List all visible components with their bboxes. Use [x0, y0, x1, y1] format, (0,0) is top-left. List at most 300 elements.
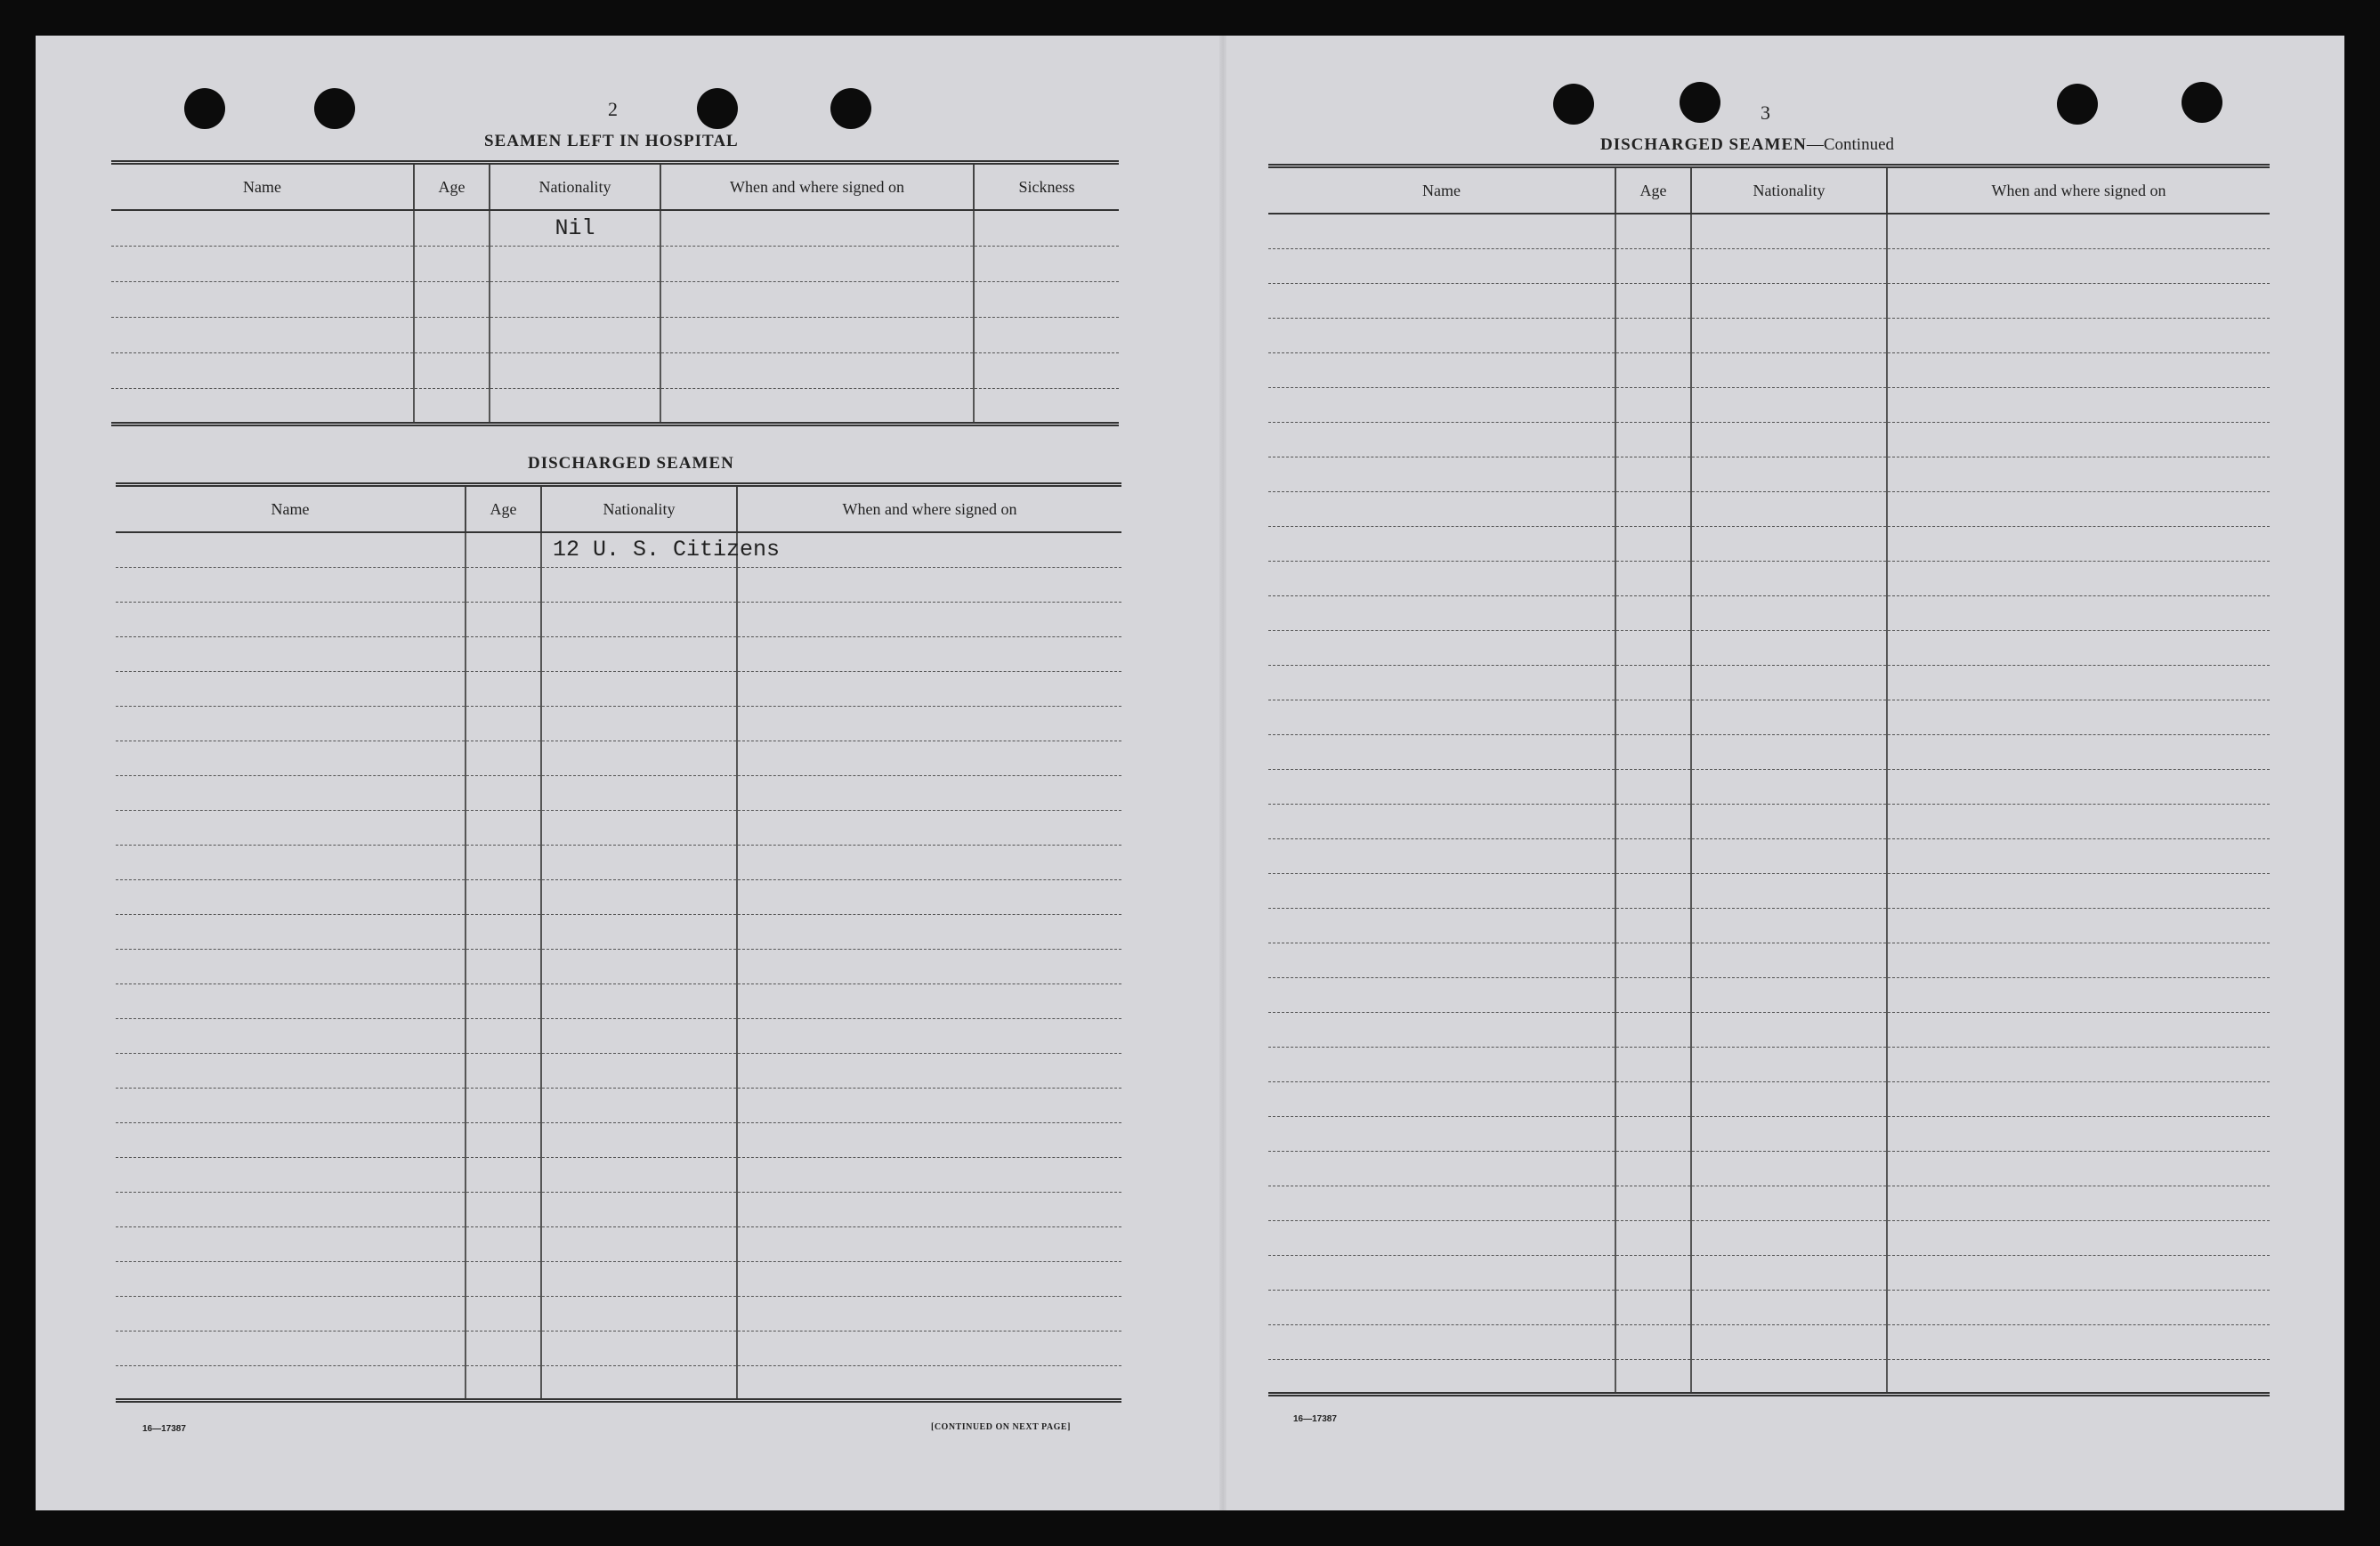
cell-name	[1268, 1186, 1615, 1220]
cell-age	[1615, 352, 1691, 387]
cell-name	[1268, 248, 1615, 283]
cell-name	[1268, 491, 1615, 526]
cell-nationality	[541, 845, 737, 879]
cell-age	[1615, 561, 1691, 595]
cell-when-and-where-signed-on	[737, 845, 1121, 879]
cell-name	[1268, 1359, 1615, 1394]
table-row	[1268, 1047, 2270, 1081]
cell-when-and-where-signed-on	[1887, 1047, 2270, 1081]
cell-when-and-where-signed-on	[660, 246, 974, 281]
cell-name	[116, 983, 465, 1018]
cell-nationality	[1691, 248, 1887, 283]
cell-when-and-where-signed-on	[1887, 1186, 2270, 1220]
cell-nationality	[541, 983, 737, 1018]
cell-age	[465, 1053, 541, 1088]
continued-title-suffix: —Continued	[1806, 135, 1895, 154]
table-row	[1268, 1116, 2270, 1151]
cell-nationality	[1691, 943, 1887, 977]
cell-nationality	[1691, 734, 1887, 769]
cell-when-and-where-signed-on	[1887, 491, 2270, 526]
cell-nationality	[541, 879, 737, 914]
table-row	[116, 532, 1121, 567]
punch-hole	[184, 88, 225, 129]
cell-nationality	[541, 810, 737, 845]
cell-when-and-where-signed-on	[1887, 561, 2270, 595]
cell-when-and-where-signed-on	[1887, 318, 2270, 352]
cell-nationality	[490, 246, 660, 281]
cell-when-and-where-signed-on	[660, 388, 974, 424]
cell-nationality	[1691, 1324, 1887, 1359]
table-row	[116, 1088, 1121, 1122]
cell-age	[414, 352, 490, 388]
cell-age	[1615, 630, 1691, 665]
cell-when-and-where-signed-on	[737, 706, 1121, 741]
table-row	[1268, 1081, 2270, 1116]
cell-name	[116, 1122, 465, 1157]
cell-nationality	[1691, 1116, 1887, 1151]
cell-age	[465, 671, 541, 706]
cell-name	[116, 1088, 465, 1122]
cell-age	[465, 1296, 541, 1331]
cell-name	[116, 1365, 465, 1400]
cell-age	[465, 1157, 541, 1192]
cell-age	[1615, 838, 1691, 873]
cell-name	[111, 388, 414, 424]
cell-age	[414, 210, 490, 246]
cell-age	[465, 706, 541, 741]
cell-age	[465, 914, 541, 949]
cell-nationality	[541, 1053, 737, 1088]
table-row	[116, 1365, 1121, 1400]
cell-when-and-where-signed-on	[737, 1053, 1121, 1088]
table-row	[111, 352, 1119, 388]
cell-age	[1615, 1255, 1691, 1290]
cell-age	[414, 281, 490, 317]
table-row	[1268, 873, 2270, 908]
cell-name	[1268, 457, 1615, 491]
punch-hole	[2182, 82, 2222, 123]
cell-nationality	[541, 1226, 737, 1261]
cell-when-and-where-signed-on	[660, 352, 974, 388]
cell-nationality	[541, 1122, 737, 1157]
cell-age	[465, 983, 541, 1018]
cell-when-and-where-signed-on	[1887, 1359, 2270, 1394]
table-row	[1268, 387, 2270, 422]
cell-name	[1268, 283, 1615, 318]
cell-nationality	[541, 914, 737, 949]
cell-when-and-where-signed-on	[1887, 1255, 2270, 1290]
table-row	[1268, 1012, 2270, 1047]
cell-nationality	[541, 602, 737, 636]
table-row	[116, 741, 1121, 775]
cell-nationality	[541, 1157, 737, 1192]
cell-sickness	[974, 388, 1119, 424]
cell-age	[465, 602, 541, 636]
table-row	[116, 1261, 1121, 1296]
cell-name	[1268, 1116, 1615, 1151]
cell-name	[116, 602, 465, 636]
cell-when-and-where-signed-on	[737, 1088, 1121, 1122]
cell-sickness	[974, 317, 1119, 352]
table-row	[1268, 318, 2270, 352]
cell-age	[1615, 1116, 1691, 1151]
cell-age	[465, 810, 541, 845]
cell-nationality	[1691, 491, 1887, 526]
cell-when-and-where-signed-on	[1887, 943, 2270, 977]
cell-when-and-where-signed-on	[737, 1018, 1121, 1053]
continued-title	[1600, 135, 1894, 155]
cell-nationality	[541, 1088, 737, 1122]
cell-name	[116, 1296, 465, 1331]
cell-age	[1615, 1324, 1691, 1359]
cell-age	[465, 845, 541, 879]
cell-when-and-where-signed-on	[737, 1226, 1121, 1261]
cell-nationality	[541, 949, 737, 983]
table-row	[1268, 804, 2270, 838]
cell-when-and-where-signed-on	[737, 775, 1121, 810]
cell-nationality	[1691, 1047, 1887, 1081]
cell-nationality	[1691, 804, 1887, 838]
cell-when-and-where-signed-on	[737, 949, 1121, 983]
cell-nationality	[490, 352, 660, 388]
table-row	[116, 914, 1121, 949]
punch-hole	[697, 88, 738, 129]
table-row	[1268, 526, 2270, 561]
cell-age	[1615, 700, 1691, 734]
punch-hole	[830, 88, 871, 129]
cell-age	[465, 1122, 541, 1157]
cell-age	[1615, 734, 1691, 769]
col-header-name: Name	[111, 163, 414, 211]
hospital-title: SEAMEN LEFT IN HOSPITAL	[484, 132, 739, 150]
cell-when-and-where-signed-on	[737, 602, 1121, 636]
col-header-name: Name	[1268, 166, 1615, 214]
cell-name	[1268, 700, 1615, 734]
cell-nationality	[541, 1296, 737, 1331]
cell-age	[1615, 387, 1691, 422]
table-row	[1268, 1359, 2270, 1394]
cell-nationality	[1691, 1255, 1887, 1290]
cell-nationality	[541, 741, 737, 775]
table-row	[1268, 700, 2270, 734]
table-row	[1268, 214, 2270, 248]
cell-name	[116, 775, 465, 810]
cell-age	[1615, 804, 1691, 838]
cell-nationality	[490, 317, 660, 352]
cell-name	[116, 706, 465, 741]
cell-age	[1615, 769, 1691, 804]
cell-name	[111, 281, 414, 317]
cell-age	[1615, 943, 1691, 977]
cell-age	[465, 636, 541, 671]
cell-name	[1268, 214, 1615, 248]
cell-nationality	[1691, 1012, 1887, 1047]
table-row	[1268, 352, 2270, 387]
cell-name	[1268, 1151, 1615, 1186]
table-row	[1268, 248, 2270, 283]
cell-name	[1268, 804, 1615, 838]
table-row	[1268, 1290, 2270, 1324]
cell-name	[1268, 1290, 1615, 1324]
cell-age	[1615, 873, 1691, 908]
cell-age	[414, 317, 490, 352]
col-header-nationality: Nationality	[490, 163, 660, 211]
table-row	[1268, 977, 2270, 1012]
cell-when-and-where-signed-on	[737, 983, 1121, 1018]
cell-when-and-where-signed-on	[1887, 873, 2270, 908]
cell-age	[1615, 1047, 1691, 1081]
discharged-table	[116, 482, 1121, 1403]
cell-when-and-where-signed-on	[1887, 1081, 2270, 1116]
table-row	[116, 1018, 1121, 1053]
cell-nationality	[541, 775, 737, 810]
cell-name	[1268, 630, 1615, 665]
cell-name	[116, 1261, 465, 1296]
table-row	[116, 671, 1121, 706]
col-header-when-and-where-signed-on: When and where signed on	[737, 485, 1121, 533]
cell-age	[1615, 665, 1691, 700]
cell-nationality	[1691, 457, 1887, 491]
cell-name	[1268, 838, 1615, 873]
table-row	[116, 602, 1121, 636]
cell-when-and-where-signed-on	[737, 1331, 1121, 1365]
table-row	[1268, 595, 2270, 630]
cell-age	[1615, 977, 1691, 1012]
cell-when-and-where-signed-on	[1887, 1220, 2270, 1255]
cell-age	[1615, 1359, 1691, 1394]
cell-name	[1268, 943, 1615, 977]
cell-when-and-where-signed-on	[1887, 422, 2270, 457]
cell-nationality	[1691, 1151, 1887, 1186]
cell-when-and-where-signed-on	[737, 1261, 1121, 1296]
cell-when-and-where-signed-on	[1887, 1116, 2270, 1151]
cell-nationality	[541, 1192, 737, 1226]
cell-when-and-where-signed-on	[1887, 352, 2270, 387]
table-row	[111, 246, 1119, 281]
col-header-sickness: Sickness	[974, 163, 1119, 211]
page-fold	[1219, 36, 1226, 1510]
cell-nationality	[490, 388, 660, 424]
cell-nationality	[1691, 630, 1887, 665]
cell-when-and-where-signed-on	[1887, 283, 2270, 318]
cell-age	[465, 741, 541, 775]
cell-age	[1615, 214, 1691, 248]
cell-name	[1268, 422, 1615, 457]
cell-when-and-where-signed-on	[1887, 908, 2270, 943]
cell-name	[1268, 665, 1615, 700]
table-row	[116, 983, 1121, 1018]
cell-nationality	[1691, 387, 1887, 422]
cell-when-and-where-signed-on	[1887, 214, 2270, 248]
cell-nationality	[1691, 1220, 1887, 1255]
col-header-when-and-where-signed-on: When and where signed on	[1887, 166, 2270, 214]
cell-nationality	[1691, 422, 1887, 457]
cell-nationality	[541, 636, 737, 671]
cell-when-and-where-signed-on	[660, 317, 974, 352]
punch-hole	[314, 88, 355, 129]
cell-name	[116, 741, 465, 775]
table-row	[111, 210, 1119, 246]
cell-nationality: Nil	[490, 210, 660, 246]
cell-when-and-where-signed-on	[1887, 734, 2270, 769]
cell-name	[111, 246, 414, 281]
cell-name	[1268, 977, 1615, 1012]
cell-age	[1615, 1151, 1691, 1186]
cell-nationality	[1691, 1081, 1887, 1116]
cell-age	[1615, 526, 1691, 561]
col-header-age: Age	[414, 163, 490, 211]
left-form-number: 16—17387	[142, 1424, 186, 1434]
cell-sickness	[974, 246, 1119, 281]
cell-age	[1615, 1186, 1691, 1220]
table-row	[116, 1053, 1121, 1088]
cell-name	[116, 636, 465, 671]
cell-nationality	[541, 671, 737, 706]
table-row	[116, 1331, 1121, 1365]
table-row	[116, 845, 1121, 879]
table-row	[116, 1157, 1121, 1192]
cell-when-and-where-signed-on	[660, 281, 974, 317]
cell-sickness	[974, 210, 1119, 246]
table-row	[111, 388, 1119, 424]
cell-name	[116, 1018, 465, 1053]
cell-when-and-where-signed-on	[660, 210, 974, 246]
table-row	[116, 949, 1121, 983]
cell-nationality: 12 U. S. Citizens	[541, 532, 737, 567]
cell-age	[1615, 908, 1691, 943]
cell-age	[1615, 1290, 1691, 1324]
left-page-number: 2	[608, 98, 618, 120]
table-row	[116, 1122, 1121, 1157]
cell-name	[1268, 526, 1615, 561]
cell-nationality	[1691, 977, 1887, 1012]
document-sheet	[36, 36, 2344, 1510]
table-row	[1268, 734, 2270, 769]
cell-name	[1268, 1012, 1615, 1047]
cell-when-and-where-signed-on	[737, 532, 1121, 567]
cell-nationality	[1691, 1186, 1887, 1220]
table-row	[1268, 665, 2270, 700]
table-row	[111, 317, 1119, 352]
cell-name	[1268, 1081, 1615, 1116]
cell-name	[111, 317, 414, 352]
table-row	[111, 281, 1119, 317]
table-row	[1268, 908, 2270, 943]
cell-when-and-where-signed-on	[737, 671, 1121, 706]
cell-name	[1268, 908, 1615, 943]
table-row	[116, 879, 1121, 914]
cell-age	[465, 1331, 541, 1365]
cell-age	[465, 1018, 541, 1053]
cell-name	[116, 949, 465, 983]
table-row	[1268, 1186, 2270, 1220]
cell-nationality	[1691, 700, 1887, 734]
right-form-number: 16—17387	[1293, 1414, 1337, 1424]
cell-age	[1615, 422, 1691, 457]
cell-when-and-where-signed-on	[737, 636, 1121, 671]
cell-when-and-where-signed-on	[1887, 1290, 2270, 1324]
cell-age	[1615, 1220, 1691, 1255]
cell-nationality	[1691, 769, 1887, 804]
cell-nationality	[541, 1018, 737, 1053]
cell-name	[1268, 352, 1615, 387]
table-row	[116, 1192, 1121, 1226]
table-row	[1268, 838, 2270, 873]
cell-name	[1268, 734, 1615, 769]
cell-when-and-where-signed-on	[1887, 1324, 2270, 1359]
cell-age	[465, 532, 541, 567]
punch-hole	[2057, 84, 2098, 125]
cell-when-and-where-signed-on	[1887, 769, 2270, 804]
cell-nationality	[1691, 1359, 1887, 1394]
cell-name	[116, 1331, 465, 1365]
table-row	[116, 1226, 1121, 1261]
cell-sickness	[974, 352, 1119, 388]
hospital-table	[111, 160, 1119, 426]
col-header-nationality: Nationality	[541, 485, 737, 533]
cell-age	[1615, 1012, 1691, 1047]
cell-name	[116, 1053, 465, 1088]
cell-name	[116, 879, 465, 914]
col-header-when-and-where-signed-on: When and where signed on	[660, 163, 974, 211]
cell-nationality	[1691, 908, 1887, 943]
cell-name	[116, 810, 465, 845]
cell-age	[465, 1088, 541, 1122]
cell-nationality	[1691, 665, 1887, 700]
table-row	[1268, 457, 2270, 491]
cell-when-and-where-signed-on	[737, 1296, 1121, 1331]
cell-nationality	[1691, 352, 1887, 387]
cell-name	[1268, 595, 1615, 630]
cell-when-and-where-signed-on	[1887, 387, 2270, 422]
col-header-age: Age	[465, 485, 541, 533]
cell-nationality	[1691, 214, 1887, 248]
cell-age	[465, 1261, 541, 1296]
cell-nationality	[1691, 283, 1887, 318]
cell-when-and-where-signed-on	[1887, 595, 2270, 630]
cell-age	[465, 1365, 541, 1400]
cell-name	[1268, 561, 1615, 595]
continued-note: [CONTINUED ON NEXT PAGE]	[931, 1422, 1071, 1432]
cell-name	[111, 352, 414, 388]
cell-when-and-where-signed-on	[1887, 630, 2270, 665]
table-row	[1268, 1151, 2270, 1186]
table-row	[116, 567, 1121, 602]
continued-table	[1268, 164, 2270, 1396]
cell-name	[1268, 873, 1615, 908]
table-row	[1268, 1324, 2270, 1359]
col-header-nationality: Nationality	[1691, 166, 1887, 214]
cell-name	[116, 845, 465, 879]
discharged-title: DISCHARGED SEAMEN	[528, 454, 734, 473]
punch-hole	[1680, 82, 1720, 123]
cell-name	[1268, 1324, 1615, 1359]
cell-age	[414, 388, 490, 424]
cell-when-and-where-signed-on	[737, 1122, 1121, 1157]
cell-name	[1268, 1047, 1615, 1081]
cell-when-and-where-signed-on	[1887, 665, 2270, 700]
cell-name	[116, 1157, 465, 1192]
cell-nationality	[1691, 526, 1887, 561]
cell-nationality	[541, 1261, 737, 1296]
cell-name	[1268, 769, 1615, 804]
cell-name	[116, 671, 465, 706]
cell-sickness	[974, 281, 1119, 317]
cell-when-and-where-signed-on	[1887, 977, 2270, 1012]
table-row	[1268, 1255, 2270, 1290]
table-row	[1268, 561, 2270, 595]
table-row	[116, 810, 1121, 845]
